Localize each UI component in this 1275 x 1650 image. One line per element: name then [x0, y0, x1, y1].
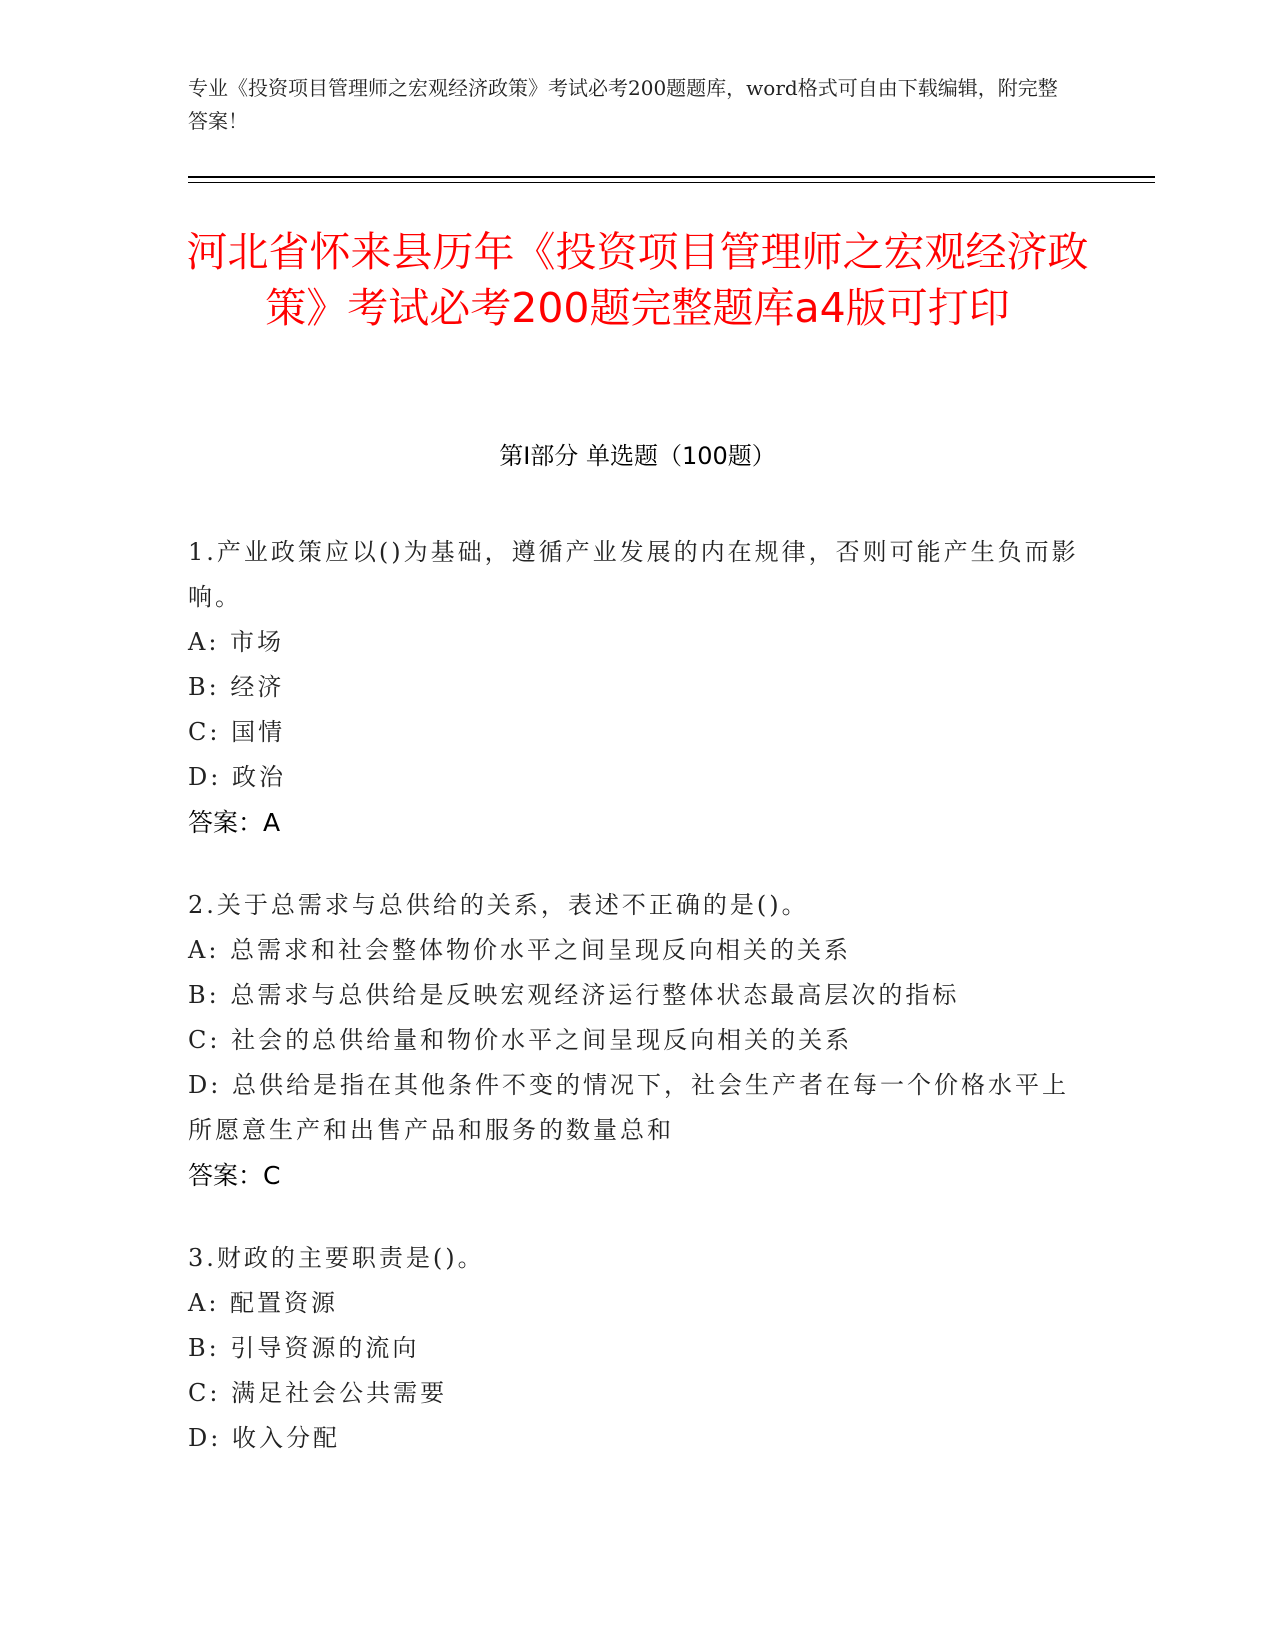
option-c: C: 满足社会公共需要: [188, 1379, 448, 1407]
question-list: [188, 530, 1088, 1499]
question-3: [188, 1236, 1088, 1461]
header-note: 专业《投资项目管理师之宏观经济政策》考试必考200题题库，word格式可自由下载编辑，附完整答案！: [188, 76, 1058, 133]
question-1: [188, 530, 1088, 845]
option-b: B: 经济: [188, 673, 285, 701]
document-title: 河北省怀来县历年《投资项目管理师之宏观经济政策》考试必考200题完整题库a4版可打印: [186, 228, 1089, 332]
section-heading: 第Ⅰ部分 单选题（100题）: [499, 442, 776, 470]
option-a: A: 总需求和社会整体物价水平之间呈现反向相关的关系: [188, 936, 852, 964]
option-d: D: 政治: [188, 763, 286, 791]
question-2: [188, 883, 1088, 1198]
option-c: C: 国情: [188, 718, 286, 746]
header-rule-thin: [188, 182, 1155, 183]
question-stem: 2.关于总需求与总供给的关系，表述不正确的是()。: [188, 891, 809, 919]
answer: 答案：A: [188, 808, 281, 837]
option-d: D: 总供给是指在其他条件不变的情况下，社会生产者在每一个价格水平上所愿意生产和出售产品和服务的数量总和: [188, 1071, 1069, 1144]
option-c: C: 社会的总供给量和物价水平之间呈现反向相关的关系: [188, 1026, 853, 1054]
question-stem: 1.产业政策应以()为基础，遵循产业发展的内在规律，否则可能产生负而影响。: [188, 538, 1079, 611]
answer: 答案：C: [188, 1161, 281, 1190]
option-b: B: 总需求与总供给是反映宏观经济运行整体状态最高层次的指标: [188, 981, 960, 1009]
option-a: A: 配置资源: [188, 1289, 339, 1317]
option-d: D: 收入分配: [188, 1424, 340, 1452]
option-a: A: 市场: [188, 628, 285, 656]
option-b: B: 引导资源的流向: [188, 1334, 420, 1362]
question-stem: 3.财政的主要职责是()。: [188, 1244, 485, 1272]
header-rule-thick: [188, 176, 1155, 178]
